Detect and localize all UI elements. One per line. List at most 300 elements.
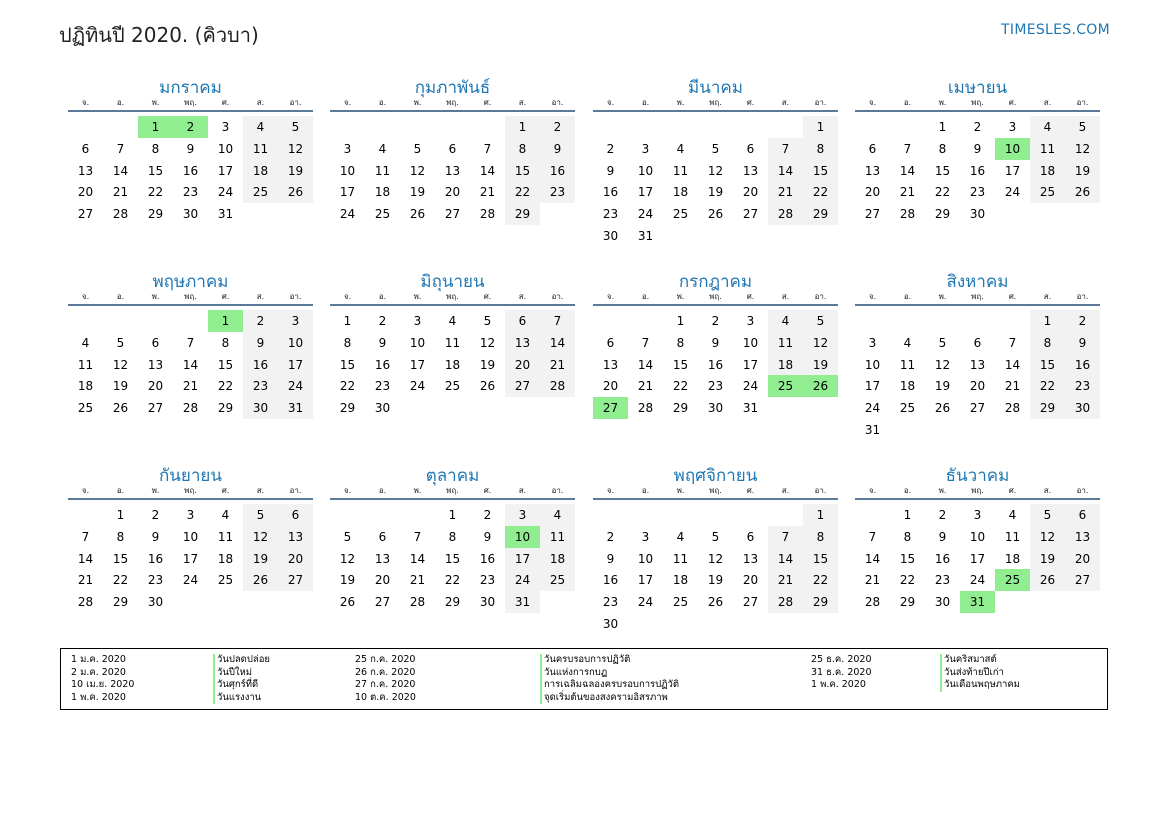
day-cell: 20 [969, 379, 986, 394]
day-cell: 7 [81, 529, 90, 544]
day-cell: 12 [707, 551, 724, 566]
day-cell: 30 [374, 401, 391, 416]
weekday-label: ศ. [483, 98, 492, 107]
month-name: มีนาคม [688, 78, 743, 98]
weekday-label: พ. [676, 486, 685, 495]
legend-holiday-name: วันแห่งการกบฏ [540, 667, 607, 680]
day-cell: 5 [413, 141, 422, 156]
weekday-label: อ. [903, 98, 912, 107]
legend-date: 10 ต.ค. 2020 [355, 691, 416, 703]
weekday-label: พฤ. [446, 292, 459, 301]
weekday-label: พฤ. [971, 486, 984, 495]
day-cell: 3 [641, 141, 650, 156]
weekday-label: ส. [518, 98, 527, 107]
day-cell: 19 [707, 185, 724, 200]
day-cell: 18 [899, 379, 916, 394]
day-cell: 4 [540, 504, 575, 526]
day-cell: 12 [934, 357, 951, 372]
weekday-label: จ. [81, 486, 90, 495]
weekday-label: พฤ. [184, 98, 197, 107]
day-cell: 20 [505, 354, 540, 376]
day-cell: 17 [1004, 163, 1021, 178]
day-cell: 31 [637, 229, 654, 243]
day-cell: 27 [864, 207, 881, 222]
day-cell: 10 [637, 163, 654, 178]
day-cell: 14 [864, 551, 881, 566]
day-cell: 16 [243, 354, 278, 376]
weekday-label: จ. [606, 292, 615, 301]
day-cell: 6 [973, 335, 982, 350]
day-cell: 15 [444, 551, 461, 566]
day-cell: 2 [483, 508, 492, 522]
weekday-label: ส. [781, 98, 790, 107]
day-cell: 28 [112, 207, 129, 222]
day-cell: 19 [707, 573, 724, 588]
weekday-label: จ. [343, 292, 352, 301]
day-cell: 25 [444, 379, 461, 394]
weekday-label: ส. [518, 292, 527, 301]
header-rule [330, 498, 575, 500]
weekday-label: พฤ. [971, 98, 984, 107]
day-cell: 5 [1030, 504, 1065, 526]
day-cell: 8 [448, 529, 457, 544]
day-cell: 11 [1030, 138, 1065, 160]
header-rule [593, 110, 838, 112]
day-cell: 15 [672, 357, 689, 372]
day-cell: 1 [448, 508, 457, 522]
day-cell: 2 [606, 529, 615, 544]
day-cell: 9 [378, 335, 387, 350]
day-cell: 21 [768, 569, 803, 591]
day-cell: 30 [707, 401, 724, 416]
day-cell: 26 [934, 401, 951, 416]
day-cell: 28 [182, 401, 199, 416]
holiday-day-cell: 1 [138, 116, 173, 138]
day-cell: 24 [969, 573, 986, 588]
legend-date: 25 ธ.ค. 2020 [811, 654, 872, 665]
day-cell: 13 [278, 526, 313, 548]
day-cell: 4 [243, 116, 278, 138]
day-cell: 29 [339, 401, 356, 416]
day-cell: 18 [672, 185, 689, 200]
legend-date: 2 ม.ค. 2020 [71, 666, 126, 678]
day-cell: 10 [409, 335, 426, 350]
day-cell: 4 [1008, 508, 1017, 522]
day-cell: 13 [742, 163, 759, 178]
legend-date: 1 พ.ค. 2020 [811, 679, 866, 690]
day-cell: 14 [899, 163, 916, 178]
weekday-label: อา. [289, 98, 302, 107]
legend-holiday-name: วันปีใหม่ [213, 667, 252, 680]
weekday-label: ศ. [483, 486, 492, 495]
day-cell: 3 [1008, 120, 1017, 134]
day-cell: 23 [602, 207, 619, 222]
day-cell: 8 [903, 529, 912, 544]
day-cell: 23 [479, 573, 496, 588]
day-cell: 19 [1030, 548, 1065, 570]
weekday-label: พฤ. [184, 292, 197, 301]
legend-date: 27 ก.ค. 2020 [355, 679, 416, 690]
header-rule [330, 304, 575, 306]
day-cell: 24 [409, 379, 426, 394]
weekday-label: ส. [256, 486, 265, 495]
day-cell: 23 [540, 181, 575, 203]
day-cell: 3 [746, 314, 755, 328]
day-cell: 26 [112, 401, 129, 416]
day-cell: 26 [479, 379, 496, 394]
day-cell: 4 [1030, 116, 1065, 138]
day-cell: 17 [864, 379, 881, 394]
day-cell: 2 [378, 314, 387, 328]
day-cell: 7 [768, 138, 803, 160]
legend-date: 10 เม.ย. 2020 [71, 679, 135, 690]
day-cell: 29 [112, 595, 129, 610]
weekday-label: อ. [641, 98, 650, 107]
header-rule [855, 498, 1100, 500]
day-cell: 21 [1004, 379, 1021, 394]
legend-date: 31 ธ.ค. 2020 [811, 666, 872, 678]
day-cell: 1 [116, 508, 125, 522]
weekday-label: อ. [116, 292, 125, 301]
weekday-label: ส. [781, 292, 790, 301]
day-cell: 8 [1030, 332, 1065, 354]
day-cell: 18 [672, 573, 689, 588]
day-cell: 11 [768, 332, 803, 354]
day-cell: 31 [278, 397, 313, 419]
day-cell: 12 [479, 335, 496, 350]
day-cell: 22 [1030, 375, 1065, 397]
weekday-label: ส. [1043, 292, 1052, 301]
weekday-label: จ. [606, 486, 615, 495]
day-cell: 31 [217, 207, 234, 222]
header-rule [855, 304, 1100, 306]
day-cell: 18 [1030, 160, 1065, 182]
day-cell: 20 [374, 573, 391, 588]
weekday-label: พ. [413, 98, 422, 107]
day-cell: 1 [938, 120, 947, 134]
weekday-label: ศ. [1008, 98, 1017, 107]
day-cell: 20 [742, 185, 759, 200]
day-cell: 27 [147, 401, 164, 416]
weekday-label: ศ. [483, 292, 492, 301]
day-cell: 13 [77, 163, 94, 178]
day-cell: 2 [540, 116, 575, 138]
month-name: ตุลาคม [425, 466, 480, 486]
day-cell: 5 [483, 314, 492, 328]
day-cell: 12 [707, 163, 724, 178]
weekday-label: อ. [378, 292, 387, 301]
weekday-label: พ. [938, 486, 947, 495]
day-cell: 22 [672, 379, 689, 394]
weekday-label: ศ. [221, 486, 230, 495]
weekday-label: อา. [551, 486, 564, 495]
day-cell: 8 [676, 335, 685, 350]
holiday-day-cell: 27 [593, 397, 628, 419]
legend-holiday-name: จุดเริ่มต้นของสงครามอิสรภาพ [540, 692, 668, 705]
day-cell: 23 [147, 573, 164, 588]
day-cell: 20 [77, 185, 94, 200]
weekday-label: จ. [868, 292, 877, 301]
day-cell: 8 [803, 526, 838, 548]
day-cell: 13 [147, 357, 164, 372]
day-cell: 30 [602, 229, 619, 243]
day-cell: 17 [409, 357, 426, 372]
day-cell: 23 [602, 595, 619, 610]
day-cell: 2 [711, 314, 720, 328]
month-name: มิถุนายน [420, 272, 485, 292]
month-name: พฤศจิกายน [673, 466, 758, 486]
day-cell: 15 [899, 551, 916, 566]
month-name: พฤษภาคม [152, 272, 229, 292]
day-cell: 26 [243, 569, 278, 591]
month-name: มกราคม [159, 78, 222, 98]
weekday-label: จ. [868, 486, 877, 495]
day-cell: 4 [768, 310, 803, 332]
day-cell: 24 [1004, 185, 1021, 200]
day-cell: 2 [973, 120, 982, 134]
day-cell: 6 [151, 335, 160, 350]
legend-holiday-name: วันส่งท้ายปีเก่า [940, 667, 1004, 680]
day-cell: 9 [151, 529, 160, 544]
day-cell: 18 [1004, 551, 1021, 566]
site-link[interactable]: TIMESLES.COM [1001, 22, 1110, 38]
day-cell: 6 [746, 529, 755, 544]
day-cell: 12 [112, 357, 129, 372]
day-cell: 30 [182, 207, 199, 222]
day-cell: 20 [278, 548, 313, 570]
day-cell: 10 [742, 335, 759, 350]
day-cell: 3 [343, 141, 352, 156]
day-cell: 29 [803, 203, 838, 225]
day-cell: 29 [899, 595, 916, 610]
day-cell: 15 [803, 548, 838, 570]
day-cell: 14 [77, 551, 94, 566]
weekday-label: อ. [116, 486, 125, 495]
day-cell: 27 [742, 207, 759, 222]
day-cell: 19 [479, 357, 496, 372]
day-cell: 6 [378, 529, 387, 544]
day-cell: 19 [243, 548, 278, 570]
day-cell: 3 [868, 335, 877, 350]
day-cell: 30 [934, 595, 951, 610]
day-cell: 11 [1004, 529, 1021, 544]
day-cell: 19 [112, 379, 129, 394]
legend-date: 25 ก.ค. 2020 [355, 654, 416, 665]
header-rule [593, 498, 838, 500]
day-cell: 26 [1030, 569, 1065, 591]
header-rule [68, 498, 313, 500]
day-cell: 25 [77, 401, 94, 416]
day-cell: 20 [742, 573, 759, 588]
day-cell: 11 [444, 335, 461, 350]
day-cell: 31 [864, 423, 881, 437]
day-cell: 30 [243, 397, 278, 419]
weekday-label: พฤ. [446, 98, 459, 107]
day-cell: 10 [182, 529, 199, 544]
day-cell: 5 [938, 335, 947, 350]
day-cell: 17 [637, 573, 654, 588]
weekday-label: อา. [814, 486, 827, 495]
day-cell: 26 [1065, 181, 1100, 203]
day-cell: 25 [672, 595, 689, 610]
day-cell: 30 [1065, 397, 1100, 419]
day-cell: 14 [1004, 357, 1021, 372]
day-cell: 29 [505, 203, 540, 225]
day-cell: 20 [147, 379, 164, 394]
day-cell: 18 [768, 354, 803, 376]
month-name: เมษายน [947, 78, 1008, 98]
day-cell: 5 [278, 116, 313, 138]
header-rule [68, 110, 313, 112]
day-cell: 14 [768, 548, 803, 570]
day-cell: 21 [540, 354, 575, 376]
day-cell: 4 [676, 529, 685, 544]
day-cell: 7 [483, 141, 492, 156]
weekday-label: ส. [256, 292, 265, 301]
day-cell: 8 [938, 141, 947, 156]
day-cell: 7 [1008, 335, 1017, 350]
holiday-day-cell: 25 [768, 375, 803, 397]
legend-holiday-name: การเฉลิมฉลองครบรอบการปฏิวัติ [540, 679, 679, 692]
day-cell: 13 [444, 163, 461, 178]
day-cell: 18 [243, 160, 278, 182]
day-cell: 14 [112, 163, 129, 178]
day-cell: 12 [1030, 526, 1065, 548]
day-cell: 1 [803, 116, 838, 138]
day-cell: 1 [903, 508, 912, 522]
day-cell: 17 [742, 357, 759, 372]
holiday-day-cell: 10 [995, 138, 1030, 160]
day-cell: 7 [186, 335, 195, 350]
day-cell: 28 [637, 401, 654, 416]
day-cell: 14 [540, 332, 575, 354]
day-cell: 28 [540, 375, 575, 397]
month-name: กุมภาพันธ์ [414, 78, 491, 98]
header-rule [330, 110, 575, 112]
day-cell: 21 [182, 379, 199, 394]
day-cell: 22 [505, 181, 540, 203]
day-cell: 30 [147, 595, 164, 610]
day-cell: 18 [444, 357, 461, 372]
day-cell: 15 [803, 160, 838, 182]
day-cell: 17 [217, 163, 234, 178]
day-cell: 16 [934, 551, 951, 566]
day-cell: 10 [637, 551, 654, 566]
day-cell: 8 [343, 335, 352, 350]
page-title: ปฏิทินปี 2020. (คิวบา) [59, 23, 259, 47]
day-cell: 13 [602, 357, 619, 372]
day-cell: 27 [374, 595, 391, 610]
holiday-day-cell: 10 [505, 526, 540, 548]
day-cell: 16 [374, 357, 391, 372]
day-cell: 6 [278, 504, 313, 526]
day-cell: 11 [217, 529, 234, 544]
day-cell: 1 [343, 314, 352, 328]
weekday-label: ศ. [746, 292, 755, 301]
day-cell: 16 [969, 163, 986, 178]
weekday-label: พฤ. [709, 486, 722, 495]
day-cell: 11 [672, 551, 689, 566]
day-cell: 17 [182, 551, 199, 566]
day-cell: 6 [1065, 504, 1100, 526]
holiday-day-cell: 2 [173, 116, 208, 138]
day-cell: 9 [540, 138, 575, 160]
weekday-label: ศ. [221, 98, 230, 107]
day-cell: 6 [448, 141, 457, 156]
day-cell: 25 [672, 207, 689, 222]
day-cell: 19 [409, 185, 426, 200]
day-cell: 27 [444, 207, 461, 222]
weekday-label: พ. [151, 486, 160, 495]
day-cell: 24 [217, 185, 234, 200]
day-cell: 11 [672, 163, 689, 178]
day-cell: 17 [278, 354, 313, 376]
day-cell: 24 [742, 379, 759, 394]
day-cell: 13 [374, 551, 391, 566]
day-cell: 11 [77, 357, 94, 372]
day-cell: 29 [803, 591, 838, 613]
day-cell: 1 [803, 504, 838, 526]
day-cell: 28 [1004, 401, 1021, 416]
day-cell: 2 [606, 141, 615, 156]
day-cell: 22 [899, 573, 916, 588]
day-cell: 10 [278, 332, 313, 354]
day-cell: 5 [803, 310, 838, 332]
day-cell: 5 [243, 504, 278, 526]
day-cell: 24 [182, 573, 199, 588]
day-cell: 25 [899, 401, 916, 416]
day-cell: 3 [221, 120, 230, 134]
day-cell: 21 [768, 181, 803, 203]
weekday-label: พฤ. [971, 292, 984, 301]
day-cell: 18 [374, 185, 391, 200]
day-cell: 22 [803, 569, 838, 591]
day-cell: 5 [711, 529, 720, 544]
header-rule [593, 304, 838, 306]
weekday-label: อ. [641, 486, 650, 495]
day-cell: 21 [409, 573, 426, 588]
day-cell: 11 [374, 163, 391, 178]
day-cell: 9 [483, 529, 492, 544]
day-cell: 28 [864, 595, 881, 610]
day-cell: 14 [768, 160, 803, 182]
day-cell: 17 [505, 548, 540, 570]
day-cell: 27 [505, 375, 540, 397]
day-cell: 19 [934, 379, 951, 394]
weekday-label: พ. [938, 292, 947, 301]
day-cell: 31 [505, 591, 540, 613]
weekday-label: อา. [1076, 292, 1089, 301]
day-cell: 17 [637, 185, 654, 200]
day-cell: 22 [803, 181, 838, 203]
day-cell: 24 [864, 401, 881, 416]
day-cell: 11 [243, 138, 278, 160]
day-cell: 20 [444, 185, 461, 200]
day-cell: 6 [606, 335, 615, 350]
weekday-label: ส. [518, 486, 527, 495]
day-cell: 4 [448, 314, 457, 328]
day-cell: 22 [339, 379, 356, 394]
weekday-label: พฤ. [446, 486, 459, 495]
day-cell: 16 [479, 551, 496, 566]
weekday-label: ส. [781, 486, 790, 495]
day-cell: 4 [81, 335, 90, 350]
weekday-label: อ. [116, 98, 125, 107]
weekday-label: อ. [903, 486, 912, 495]
day-cell: 4 [378, 141, 387, 156]
holiday-day-cell: 31 [960, 591, 995, 613]
day-cell: 23 [969, 185, 986, 200]
